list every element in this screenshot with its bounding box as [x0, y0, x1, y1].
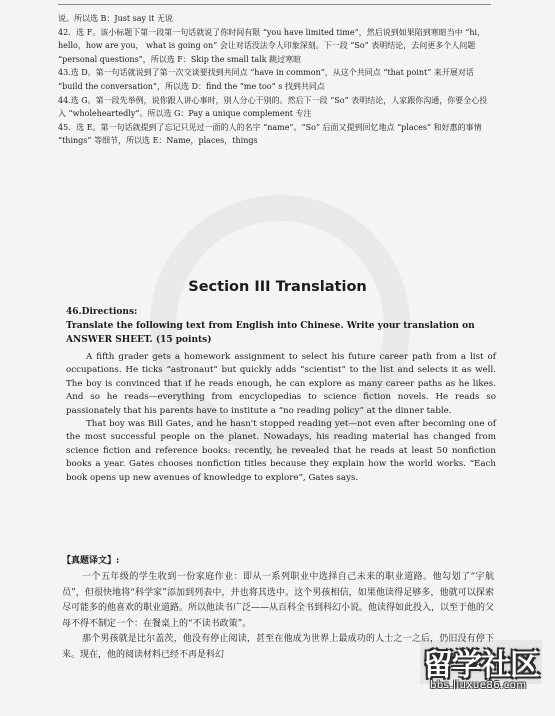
passage-paragraph: That boy was Bill Gates, and he hasn't stopped reading yet—not even after becoming one of the most successful people on the planet. Nowadays, his reading material has changed from science fiction and reference books: recently, he revealed that he reads at least 50 nonfiction books a year. Gates chooses nonfiction titles because they explain how the world works. “Each book opens up new avenues of knowledge to explore”, Gates says.: [66, 419, 496, 483]
answer-line: 说。所以选 B：Just say it 无说: [58, 14, 173, 23]
translation-paragraph: 那个男孩就是比尔盖茨，他没有停止阅读，甚至在他成为世界上最成功的人士之一之后，仍旧没有停下来。现在，他的阅读材料已经不再是科幻: [62, 634, 494, 660]
passage-paragraph: A fifth grader gets a homework assignment to select his future career path from a list of occupations. He ticks “astronaut” but quickly adds “scientist” to the list and selects it as well. The boy is convinced that if he reads enough, he can explore as many career paths as he likes. And so he reads—everything from encyclopedias to science fiction novels. He reads so passionately that his parents have to institute a “no reading policy” at the dinner table.: [66, 352, 496, 416]
site-logo: [420, 640, 548, 698]
directions-block: [66, 306, 494, 347]
translation-paragraph: 一个五年级的学生收到一份家庭作业：即从一系列职业中选择自己未来的职业道路。他勾划了“宇航员”，但很快地将“科学家”添加到列表中，并也将其选中。这个男孩相信，如果他读得足够多，他就可以探索尽可能多的他喜欢的职业道路。所以他读书广泛——从百科全书到科幻小说。他读得如此投入，以至于他的父母不得不制定一个：在餐桌上的“不读书政策”。: [62, 572, 495, 629]
answer-explanations: [58, 12, 490, 148]
answer-line: 44.选 G。第一段先举例，说你跟人讲心事时，别人分心干别的。然后下一段 “So” 表明结论，人家跟你沟通，你要全心投入 “wholeheartedly”。所以选 G：Pay a unique complement 专注: [58, 95, 488, 119]
logo-url: bbs.liuxue86.com: [430, 680, 527, 691]
answer-line: 43.选 D。第一句话就说到了第一次交谈要找到共同点 “have in common”，从这个共同点 “that point” 来开展对话 “build the conversation”，所以选 D：find the “me too” s 找到共同点: [58, 68, 474, 91]
translation-heading: 【真题译文】:: [62, 556, 120, 566]
answer-line: 45．选 E。第一句话就提到了忘记只见过一面的人的名字 “name”。“So” 后面又提到回忆地点 “places” 和好惠的事情 “things” 等细节，所以选 E：Name，places，things: [58, 122, 482, 146]
answer-line: 42．选 F。该小标题下第一段第一句话就说了你时间有限 “you have limited time”，然后说到如果陷到寒暄当中 “hi，hello，how are you， what is going on” 会让对话没法令人印象深刻。下一段 “So” 表明结论，去问更多个人问题 “personal questions”，所以选 F：Skip the small talk 跳过寒暄: [58, 27, 486, 64]
top-rule: [58, 4, 491, 5]
directions-text: Translate the following text from English into Chinese. Write your translation on ANSWER SHEET. (15 points): [66, 320, 475, 345]
section-title: Section III Translation: [188, 279, 367, 295]
directions-label: 46.Directions:: [66, 307, 138, 317]
logo-mark: 留学社区: [420, 640, 542, 684]
english-passage: [66, 351, 496, 485]
